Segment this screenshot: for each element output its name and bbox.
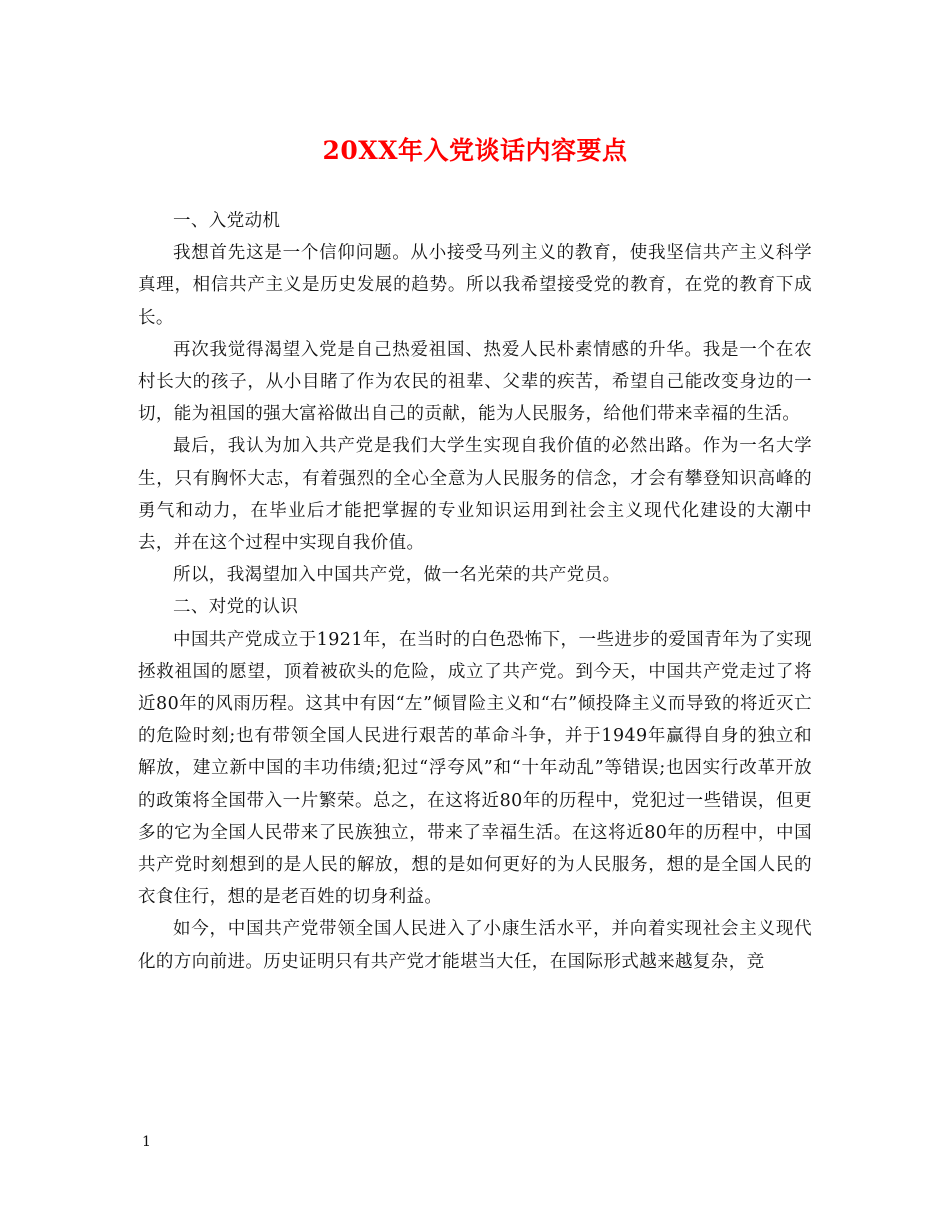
document-body	[138, 205, 812, 978]
page-number: 1	[142, 1134, 151, 1150]
section-heading-understanding: 二、对党的认识	[173, 597, 299, 618]
paragraph: 最后，我认为加入共产党是我们大学生实现自我价值的必然出路。作为一名大学生，只有胸怀大志，有着强烈的全心全意为人民服务的信念，才会有攀登知识高峰的勇气和动力，在毕业后才能把掌握的专业知识运用到社会主义现代化建设的大潮中去，并在这个过程中实现自我价值。	[138, 436, 812, 554]
section-heading-motivation: 一、入党动机	[173, 211, 281, 231]
paragraph: 再次我觉得渴望入党是自己热爱祖国、热爱人民朴素情感的升华。我是一个在农村长大的孩子，从小目睹了作为农民的祖辈、父辈的疾苦，希望自己能改变身边的一切，能为祖国的强大富裕做出自己的贡献，能为人民服务，给他们带来幸福的生活。	[138, 339, 812, 425]
paragraph: 如今，中国共产党带领全国人民进入了小康生活水平，并向着实现社会主义现代化的方向前进。历史证明只有共产党才能堪当大任，在国际形式越来越复杂，竞	[138, 919, 812, 972]
paragraph: 我想首先这是一个信仰问题。从小接受马列主义的教育，使我坚信共产主义科学真理，相信共产主义是历史发展的趋势。所以我希望接受党的教育，在党的教育下成长。	[138, 243, 812, 328]
paragraph: 中国共产党成立于1921年，在当时的白色恐怖下，一些进步的爱国青年为了实现拯救祖国的愿望，顶着被砍头的危险，成立了共产党。到今天，中国共产党走过了将近80年的风雨历程。这其中有因“左”倾冒险主义和“右”倾投降主义而导致的将近灭亡的危险时刻;也有带领全国人民进行艰苦的革命斗争，并于1949年赢得自身的独立和解放，建立新中国的丰功伟绩;犯过“浮夸风”和“十年动乱”等错误;也因实行改革开放的政策将全国带入一片繁荣。总之，在这将近80年的历程中，党犯过一些错误，但更多的它为全国人民带来了民族独立，带来了幸福生活。在这将近80年的历程中，中国共产党时刻想到的是人民的解放，想的是如何更好的为人民服务，想的是全国人民的衣食住行，想的是老百姓的切身利益。	[138, 629, 812, 908]
paragraph: 所以，我渴望加入中国共产党，做一名光荣的共产党员。	[173, 565, 621, 586]
document-title: 20XX年入党谈话内容要点	[322, 136, 628, 165]
